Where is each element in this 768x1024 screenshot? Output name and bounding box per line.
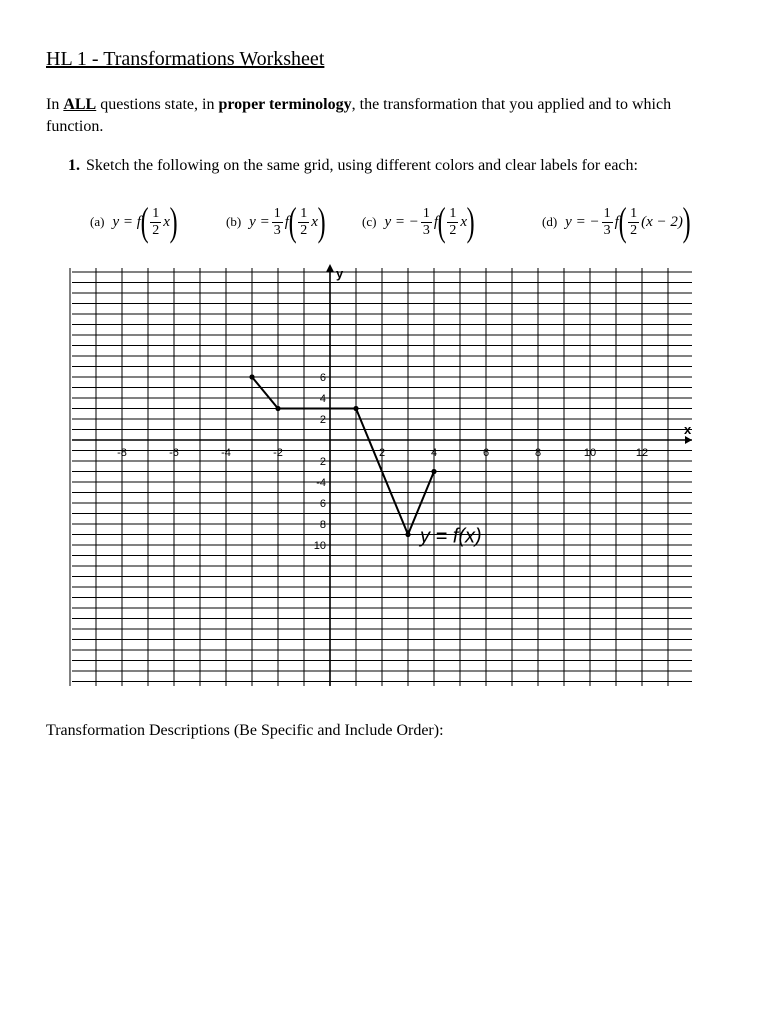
function-vertex-point — [353, 406, 358, 411]
function-vertex-point — [405, 532, 410, 537]
equation-b-lhs: y = — [249, 213, 270, 230]
question-number: 1. — [68, 157, 80, 174]
equation-b-tail: x — [311, 213, 318, 230]
equation-c-function: f — [433, 213, 439, 230]
denominator: 2 — [152, 222, 160, 238]
equation-d-lhs: y = − — [565, 213, 600, 230]
equation-b — [226, 196, 325, 248]
x-tick-label: 8 — [534, 447, 542, 459]
page-title: HL 1 - Transformations Worksheet — [46, 48, 325, 70]
y-axis-arrow — [326, 264, 334, 272]
function-vertex-point — [275, 406, 280, 411]
y-tick-label: 10 — [313, 540, 326, 552]
right-paren: ) — [466, 199, 475, 244]
numerator: 1 — [449, 205, 457, 221]
equation-a — [90, 196, 177, 248]
intro-all: ALL — [63, 96, 97, 113]
numerator: 1 — [152, 205, 160, 221]
left-paren: ( — [140, 199, 149, 244]
y-tick-label: 2 — [319, 456, 326, 468]
numerator: 1 — [422, 205, 430, 221]
y-tick-label: 2 — [319, 414, 326, 426]
equation-b-function: f — [284, 213, 289, 230]
numerator: 1 — [603, 205, 611, 221]
numerator: 1 — [630, 205, 638, 221]
y-tick-label: -4 — [316, 477, 326, 489]
equation-c-tail: x — [460, 213, 468, 230]
instructions — [46, 94, 726, 138]
equation-a-tail: x — [163, 213, 170, 230]
equation-a-fraction — [150, 206, 161, 239]
coordinate-grid — [0, 250, 768, 710]
denominator: 3 — [422, 222, 430, 238]
x-axis-arrow — [685, 436, 692, 444]
equation-d-coefficient — [602, 206, 613, 239]
y-tick-label: 8 — [319, 519, 326, 531]
function-vertex-point — [249, 374, 254, 379]
denominator: 3 — [273, 222, 281, 238]
intro-proper-terminology: proper terminology — [218, 96, 352, 113]
equation-c-fraction — [447, 206, 458, 239]
question-text: Sketch the following on the same grid, using different colors and clear labels for each: — [86, 157, 638, 174]
right-paren: ) — [682, 199, 691, 244]
equation-d-function: f — [614, 213, 619, 230]
intro-text-1: In — [46, 96, 64, 113]
y-axis-label: y — [336, 266, 344, 281]
left-paren: ( — [437, 199, 446, 244]
equation-c — [362, 196, 474, 248]
equation-c-label: (c) — [362, 214, 377, 229]
function-label: y = f(x) — [420, 525, 482, 548]
x-tick-label: 6 — [482, 447, 490, 459]
equation-a-lhs: y = f — [112, 213, 141, 230]
equation-b-fraction — [298, 206, 309, 239]
descriptions-heading: Transformation Descriptions (Be Specific and Include Order): — [46, 722, 444, 739]
x-axis-label: x — [684, 422, 692, 437]
function-vertex-point — [431, 469, 436, 474]
equation-d-label: (d) — [542, 214, 558, 229]
equation-d-tail: (x − 2) — [641, 213, 683, 230]
x-tick-label: -8 — [117, 447, 127, 459]
denominator: 3 — [603, 222, 611, 238]
denominator: 2 — [449, 222, 457, 238]
y-tick-label: 4 — [319, 393, 326, 405]
intro-text-3: , the transformation that you applied and to which function. — [46, 96, 672, 135]
numerator: 1 — [273, 205, 281, 221]
equation-d — [542, 196, 690, 248]
x-tick-label: 10 — [583, 447, 597, 459]
equation-c-lhs: y = − — [384, 213, 419, 230]
left-paren: ( — [288, 199, 297, 244]
x-tick-label: -6 — [169, 447, 179, 459]
denominator: 2 — [630, 222, 638, 238]
y-tick-label: 6 — [319, 372, 326, 384]
equation-d-fraction — [628, 206, 639, 239]
denominator: 2 — [300, 222, 308, 238]
right-paren: ) — [317, 199, 326, 244]
x-tick-label: -2 — [273, 447, 283, 459]
equation-c-coefficient — [421, 206, 432, 239]
x-tick-label: 2 — [378, 447, 386, 459]
x-tick-label: -4 — [221, 447, 231, 459]
x-tick-label: 12 — [635, 447, 649, 459]
equation-b-label: (b) — [226, 214, 242, 229]
left-paren: ( — [618, 199, 627, 244]
equation-a-label: (a) — [90, 214, 105, 229]
question-1 — [68, 157, 638, 175]
numerator: 1 — [300, 205, 308, 221]
equation-b-coefficient — [272, 206, 283, 239]
right-paren: ) — [169, 199, 178, 244]
x-tick-label: 4 — [430, 447, 438, 459]
y-tick-label: 6 — [319, 498, 326, 510]
intro-text-2: questions state, in — [96, 96, 219, 113]
